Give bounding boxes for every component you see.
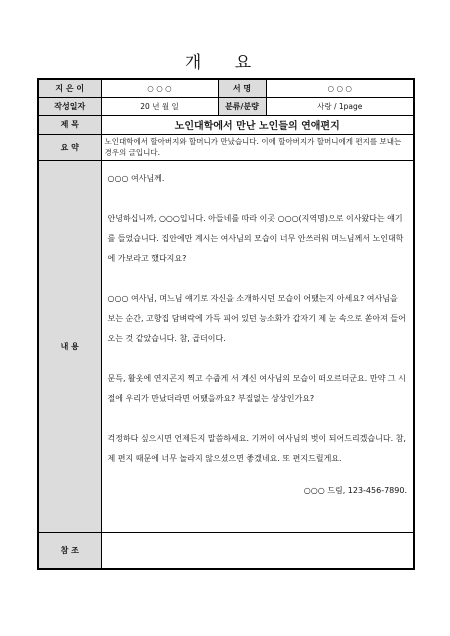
letter-paragraph: 걱정하다 싶으시면 언제든지 말씀하세요. 기꺼이 여사님의 벗이 되어드리겠습니다. 참, 제 편지 때문에 너무 놀라지 않으셨으면 좋겠네요. 또 편지드릴게요. [107, 433, 406, 463]
summary-row [38, 134, 414, 160]
reference-value [101, 532, 414, 569]
summary-label: 요 약 [38, 134, 101, 160]
recipient-value: ○ ○ ○ [266, 79, 414, 97]
date-value: 20 년 월 일 [101, 97, 218, 115]
document-form-table [37, 78, 415, 570]
subject-row [38, 115, 414, 134]
recipient-label: 서 명 [218, 79, 266, 97]
subject-value: 노인대학에서 만난 노인들의 연애편지 [101, 115, 414, 134]
category-value: 사랑 / 1page [266, 97, 414, 115]
date-label: 작성일자 [38, 97, 101, 115]
date-row [38, 97, 414, 115]
reference-row [38, 532, 414, 569]
subject-label: 제 목 [38, 115, 101, 134]
page-title: 개 요 [184, 53, 266, 73]
letter-body [101, 160, 414, 532]
reference-label: 참 조 [38, 532, 101, 569]
letter-paragraph: 안녕하십니까, ○○○입니다. 아들네를 따라 이곳 ○○○(지역명)으로 이사왔다는 얘기를 들었습니다. 집안에만 계시는 여사님의 모습이 너무 안쓰러워 며느님께서 노인대학에 가보라고 했다지요? [107, 213, 404, 263]
content-row [38, 160, 414, 532]
content-label: 내 용 [38, 160, 101, 532]
letter-paragraph: ○○○ 여사님, 며느님 얘기로 자신을 소개하시던 모습이 어땠는지 아세요? 여사님을 보는 순간, 고향집 담벼락에 가득 피어 있던 능소화가 갑자기 제 눈 속으로 쏟아져 들어오는 것 같았습니다. 참, 곱더이다. [107, 293, 406, 343]
letter-signature: ○○○ 드림, 123-456-7890. [303, 485, 407, 495]
author-row [38, 79, 414, 97]
author-value: ○ ○ ○ [101, 79, 218, 97]
letter-greeting: ○○○ 여사님께. [107, 173, 165, 183]
letter-paragraph: 문득, 활옷에 연지곤지 찍고 수줍게 서 계신 여사님의 모습이 떠오르더군요. 만약 그 시절에 우리가 만났더라면 어땠을까요? 부질없는 상상인가요? [107, 373, 406, 403]
author-label: 지 은 이 [38, 79, 101, 97]
summary-value: 노인대학에서 할아버지와 할머니가 만났습니다. 이에 할아버지가 할머니에게 편지를 보내는 경우의 글입니다. [101, 134, 414, 160]
category-label: 분류/분량 [218, 97, 266, 115]
